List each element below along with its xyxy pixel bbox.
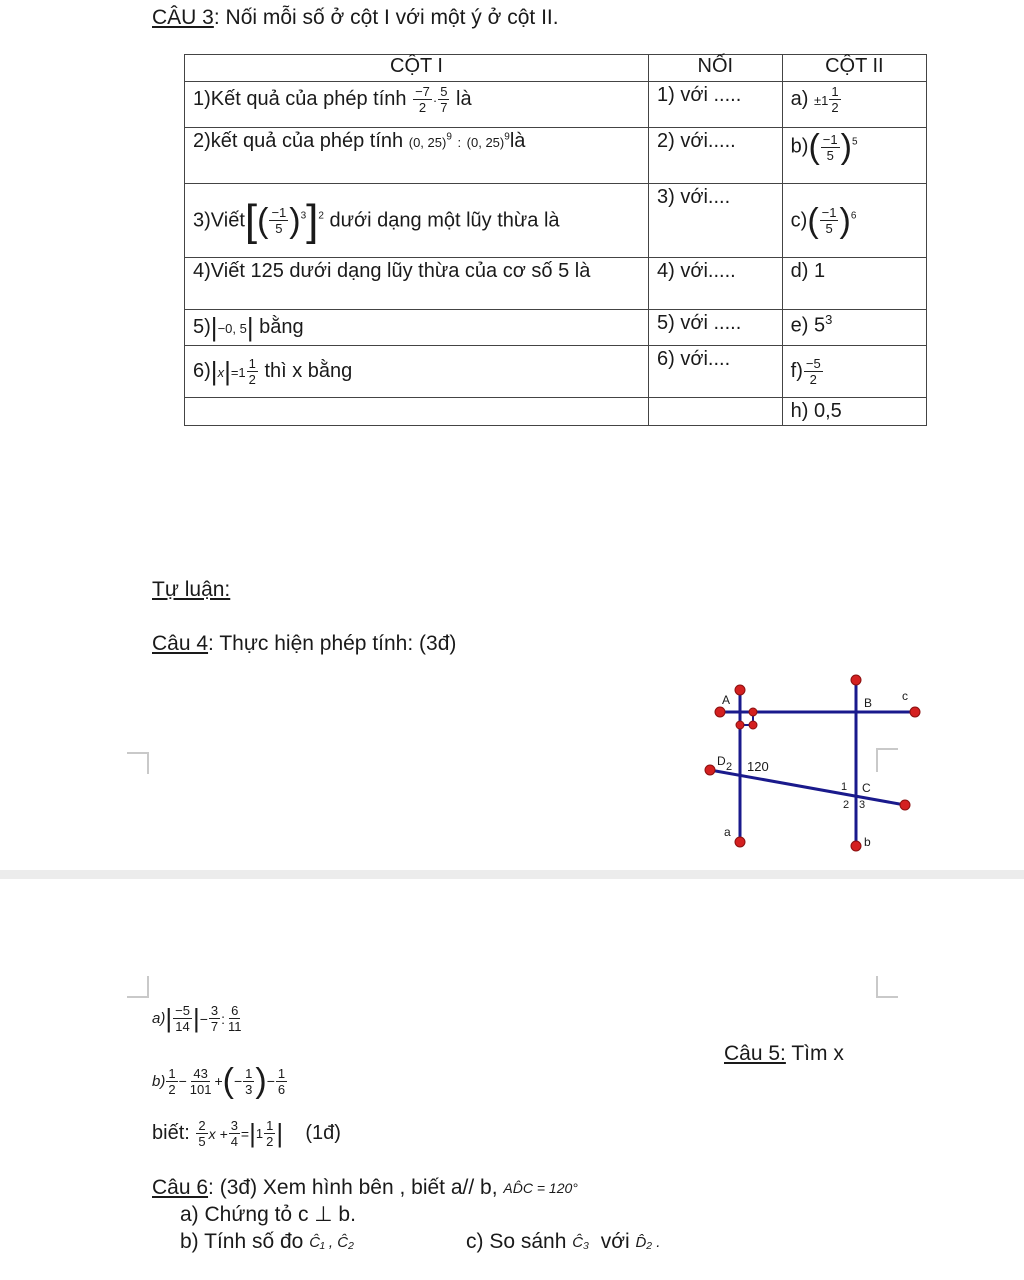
row6-eq: =1 (230, 364, 246, 380)
row6-suffix: thì x bằng (264, 359, 353, 382)
point-transversal-right (900, 800, 910, 810)
row2-col2: 2) với..... (649, 128, 783, 184)
row2-col3-exp: 5 (851, 136, 858, 148)
exercise-a-num2: 3 (210, 1003, 219, 1018)
label-a: a (724, 825, 731, 839)
row7-col2 (649, 398, 783, 426)
question-3-text: : Nối mỗi số ở cột I với một ý ở cột II. (213, 6, 559, 29)
question-5 (724, 1042, 844, 1066)
row3-col3-den: 5 (825, 221, 833, 236)
find-x-frac2 (229, 1118, 240, 1149)
essay-heading-text: Tự luận: (152, 578, 231, 601)
point-a-bottom (735, 837, 745, 847)
question-4 (152, 632, 456, 656)
exercise-a-label: a) (152, 1010, 166, 1027)
exercise-b-den3: 3 (245, 1081, 253, 1097)
row3-col3-exp: 6 (850, 210, 857, 222)
row2-suffix: là (509, 130, 526, 152)
header-col-2: NỐI (649, 55, 783, 82)
row3-suffix: dưới dạng một lũy thừa là (329, 208, 560, 231)
exercise-a-den1: 14 (175, 1019, 190, 1034)
header-col-3: CỘT II (782, 55, 926, 82)
point-transversal-left (705, 765, 715, 775)
exercise-b-frac1 (166, 1066, 177, 1097)
row2-base2: 0, 25 (470, 135, 500, 150)
question-6-label: Câu 6 (152, 1176, 209, 1199)
table-row (185, 82, 927, 128)
exercise-a-frac1 (173, 1003, 192, 1034)
row1-col2: 1) với ..... (649, 82, 783, 128)
label-angle: 120 (747, 759, 769, 774)
row3-inner-frac (269, 205, 288, 236)
row3-col3-num: −1 (821, 205, 837, 220)
point-b-top (851, 675, 861, 685)
exercise-b-minus1: − (178, 1073, 187, 1089)
exercise-a-num1: −5 (175, 1003, 190, 1018)
exercise-b-num4: 1 (277, 1065, 286, 1081)
table-row (185, 128, 927, 184)
row2-col1: 2)kết quả của phép tính (0, 25)$^9$ : (0, 25)$^9$là (185, 128, 649, 184)
page-corner-mark (127, 976, 149, 998)
question-4-text: : Thực hiện phép tính: (3đ) (208, 632, 457, 655)
row1-col3-math: ±1 (814, 92, 829, 108)
question-5-text: Tìm x (785, 1042, 844, 1065)
row6-col3-num: −5 (805, 356, 821, 371)
table-row (185, 184, 927, 258)
question-6 (152, 1176, 578, 1200)
row2-op: : (457, 135, 462, 150)
point-a-top (735, 685, 745, 695)
exercise-b-den1: 2 (168, 1081, 176, 1097)
exercise-a-frac2 (209, 1003, 220, 1034)
find-x-points: (1đ) (305, 1122, 341, 1144)
row6-frac (247, 356, 258, 387)
exercise-b-minus3: − (266, 1073, 275, 1089)
row5-abs-val: −0, 5 (217, 320, 247, 336)
row1-frac2-num: 5 (440, 84, 448, 99)
exercise-b: b) $\frac{1}{2}$ − $\frac{43}{101}$ + ( − $\frac{1}{3}$ ) − $\frac{1}{6}$ (152, 1062, 286, 1100)
row2-exp1: 9 (446, 131, 452, 143)
question-3-title (152, 6, 559, 30)
row3-text: 3)Viết (193, 208, 245, 231)
question-6-b-text: b) Tính số đo (180, 1230, 304, 1253)
label-D-sub: 2 (726, 761, 733, 773)
label-b: b (864, 835, 871, 849)
find-x-d2: 4 (230, 1134, 238, 1149)
row2-base1: 0, 25 (413, 135, 442, 150)
exercise-a-minus: − (199, 1010, 208, 1027)
geometry-figure (700, 670, 930, 860)
question-6-angle: AD̂C = 120° (503, 1180, 578, 1196)
row4-col3: d) 1 (782, 258, 926, 310)
exercise-b-frac4 (276, 1066, 287, 1097)
row5-col1: 5)|−0, 5| bằng (185, 310, 649, 346)
exercise-a-frac3 (226, 1003, 244, 1034)
find-x-label: biết: (152, 1122, 190, 1144)
find-x-eq: = (240, 1125, 250, 1142)
row1-col3-num: 1 (831, 84, 839, 99)
row6-col3 (782, 346, 926, 398)
row2-col3: b)( $\frac{-1}{5}$ )$^5$ (782, 128, 926, 184)
find-x-n2: 3 (230, 1118, 238, 1133)
row7-col3: h) 0,5 (782, 398, 926, 426)
find-x-frac1 (196, 1118, 207, 1149)
row4-col1: 4)Viết 125 dưới dạng lũy thừa của cơ số 5 là (185, 258, 649, 310)
exercise-b-label: b) (152, 1072, 166, 1090)
row6-col3-frac (804, 356, 823, 387)
row3-inner-den: 5 (275, 221, 283, 236)
row1-frac1-num: −7 (415, 84, 430, 99)
question-6-c-math2: D̂₂ . (635, 1233, 661, 1251)
question-6-b-math: Ĉ₁ , Ĉ₂ (309, 1233, 354, 1251)
find-x-frac3 (264, 1118, 275, 1149)
table-row (185, 398, 927, 426)
label-angle-3: 3 (859, 799, 866, 811)
exercise-b-num2: 43 (193, 1065, 208, 1081)
row3-outer-exp: 2 (318, 210, 324, 222)
row3-inner-exp: 3 (300, 210, 307, 222)
point-mark (736, 721, 744, 729)
row6-col3-prefix: f) (790, 359, 803, 382)
label-angle-2: 2 (843, 799, 850, 811)
find-x-d1: 5 (198, 1134, 206, 1149)
find-x-var: x + (208, 1125, 228, 1142)
exercise-b-frac3 (243, 1066, 254, 1097)
exercise-a-den3: 11 (228, 1019, 242, 1034)
exercise-b-den2: 101 (189, 1081, 212, 1097)
question-5-label: Câu 5: (724, 1042, 786, 1065)
question-6-a: a) Chứng tỏ c ⊥ b. (180, 1203, 356, 1226)
row1-col3-den: 2 (831, 100, 839, 115)
find-x-n1: 2 (198, 1118, 206, 1133)
row1-col3 (782, 82, 926, 128)
label-C: C (862, 781, 871, 795)
question-6-c (466, 1230, 660, 1254)
row1-col3-prefix: a) (790, 87, 809, 110)
exercise-b-frac2 (188, 1066, 214, 1097)
row2-col3-prefix: b) (790, 135, 809, 158)
header-col-1: CỘT I (185, 55, 649, 82)
question-6-b (180, 1230, 354, 1254)
row3-col3: c)( $\frac{-1}{5}$ )$^6$ (782, 184, 926, 258)
page-corner-mark (127, 752, 149, 774)
table-row (185, 310, 927, 346)
row6-num: 1 (248, 356, 256, 371)
row1-text: 1)Kết quả của phép tính (193, 87, 407, 110)
find-x-whole: 1 (255, 1126, 264, 1141)
label-B: B (864, 696, 873, 710)
matching-table (184, 54, 927, 426)
label-A: A (722, 693, 731, 707)
exercise-b-num3: 1 (245, 1065, 253, 1081)
row6-var: x (217, 364, 225, 380)
row1-col3-frac (829, 84, 840, 115)
row1-suffix: là (456, 87, 472, 110)
row3-inner-num: −1 (271, 205, 287, 220)
row4-col2: 4) với..... (649, 258, 783, 310)
page-corner-mark (876, 976, 898, 998)
question-6-c-math1: Ĉ₃ (572, 1233, 590, 1251)
row2-col3-frac (821, 132, 840, 163)
question-3-label: CÂU 3 (152, 6, 214, 29)
row1-op: · (432, 92, 438, 108)
question-6-c-mid: với (600, 1230, 630, 1253)
find-x-equation: biết: $\frac{2}{5}$ x + $\frac{3}{4}$ = | 1 $\frac{1}{2}$ | (1đ) (152, 1118, 341, 1149)
row2-col3-den: 5 (826, 147, 834, 163)
exercise-a-den2: 7 (210, 1019, 219, 1034)
row1-frac1 (413, 84, 432, 115)
row3-col3-prefix: c) (790, 208, 808, 231)
row5-col3-exp: 3 (825, 312, 833, 327)
table-header-row (185, 55, 927, 82)
row1-frac1-den: 2 (418, 100, 427, 115)
exercise-b-num1: 1 (168, 1065, 176, 1081)
row5-col3-prefix: e) 5 (790, 314, 826, 337)
question-6-c-text: c) So sánh (466, 1230, 567, 1253)
exercise-a-num3: 6 (231, 1003, 239, 1018)
row1-col1 (185, 82, 649, 128)
row6-col1: 6)|x|=1 $\frac{1}{2}$ thì x bằng (185, 346, 649, 398)
row6-prefix: 6) (193, 359, 211, 382)
row5-col3 (782, 310, 926, 346)
row1-frac2-den: 7 (440, 100, 448, 115)
table-row (185, 258, 927, 310)
row7-col1 (185, 398, 649, 426)
row1-frac2 (438, 84, 449, 115)
row2-col3-num: −1 (822, 131, 838, 147)
exercise-b-plus: + (214, 1073, 223, 1089)
point-mark (749, 721, 757, 729)
row3-col2: 3) với.... (649, 184, 783, 258)
label-c: c (902, 689, 908, 703)
find-x-n3: 1 (266, 1118, 274, 1133)
label-D: D (717, 754, 726, 768)
find-x-d3: 2 (266, 1134, 274, 1149)
point-c-left (715, 707, 725, 717)
row2-exp2: 9 (504, 131, 510, 143)
exercise-a: a) | $\frac{-5}{14}$ | − $\frac{3}{7}$ : $\frac{6}{11}$ (152, 1003, 242, 1034)
row5-prefix: 5) (193, 315, 211, 338)
point-mark (749, 708, 757, 716)
row5-col2: 5) với ..... (649, 310, 783, 346)
row6-col3-den: 2 (809, 372, 817, 387)
row3-col3-frac (820, 205, 839, 236)
row2-text: 2)kết quả của phép tính (193, 130, 404, 152)
point-c-right (910, 707, 920, 717)
point-b-bottom (851, 841, 861, 851)
essay-heading (152, 578, 230, 602)
row5-suffix: bằng (259, 315, 304, 338)
row6-den: 2 (248, 372, 256, 387)
exercise-b-minus2: − (233, 1073, 243, 1089)
row6-col2: 6) với.... (649, 346, 783, 398)
table-row (185, 346, 927, 398)
question-6-text: : (3đ) Xem hình bên , biết a// b, (208, 1176, 498, 1199)
label-angle-1: 1 (841, 781, 848, 793)
exercise-b-den4: 6 (277, 1081, 286, 1097)
row3-col1: 3)Viết[( $\frac{-1}{5}$ )$^3$]$^2$ dưới dạng một lũy thừa là (185, 184, 649, 258)
page-separator (0, 870, 1024, 879)
exercise-a-div: : (221, 1010, 226, 1027)
question-4-label: Câu 4 (152, 632, 209, 655)
